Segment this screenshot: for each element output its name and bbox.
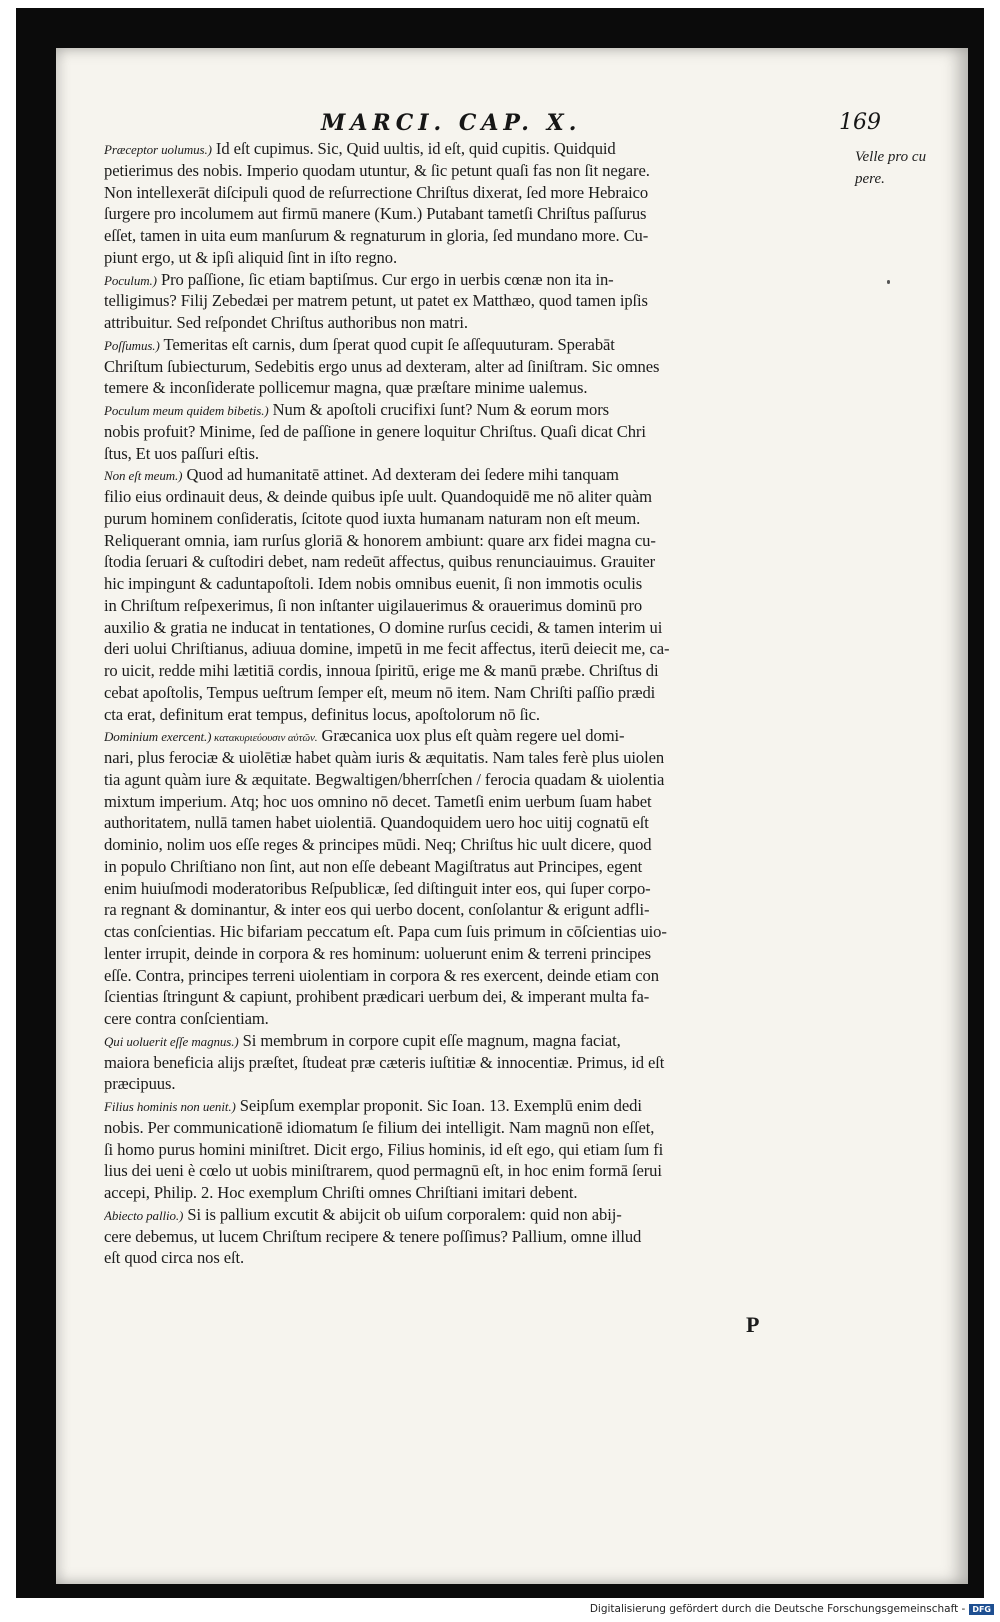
text-line bbox=[104, 1052, 846, 1074]
main-text bbox=[104, 138, 846, 1269]
text-line bbox=[104, 682, 846, 704]
text-line bbox=[104, 834, 846, 856]
line-text: lenter irrupit, deinde in corpora & res hominum: uoluerunt enim & terreni principes bbox=[104, 943, 651, 963]
text-line bbox=[104, 899, 846, 921]
text-line bbox=[104, 1117, 846, 1139]
text-line bbox=[104, 573, 846, 595]
running-title: MARCI. CAP. X. bbox=[321, 110, 582, 136]
text-line bbox=[104, 1160, 846, 1182]
line-text: purum hominem conſideratis, ſcitote quod iuxta humanam naturam non eſt meum. bbox=[104, 508, 641, 528]
text-line bbox=[104, 725, 846, 747]
line-text: nobis. Per communicationē idiomatum ſe filium dei intelligit. Nam magnū non eſſet, bbox=[104, 1117, 655, 1137]
text-line bbox=[104, 921, 846, 943]
text-line bbox=[104, 943, 846, 965]
line-text: accepi, Philip. 2. Hoc exemplum Chriſti omnes Chriſtiani imitari debent. bbox=[104, 1183, 578, 1202]
text-line bbox=[104, 1030, 846, 1052]
line-text: piunt ergo, ut & ipſi aliquid ſint in iſto regno. bbox=[104, 247, 398, 267]
text-line bbox=[104, 334, 846, 356]
text-line bbox=[104, 464, 846, 486]
line-text: maiora beneficia alijs præſtet, ſtudeat præ cæteris iuſtitiæ & innocentiæ. Primus, id eſt bbox=[104, 1052, 665, 1072]
text-line bbox=[104, 1095, 846, 1117]
text-line bbox=[104, 986, 846, 1008]
text-line bbox=[104, 377, 846, 399]
text-line bbox=[104, 399, 846, 421]
text-line bbox=[104, 791, 846, 813]
text-line bbox=[104, 530, 846, 552]
line-text: ſi homo purus homini miniſtret. Dicit ergo, Filius hominis, id eſt ego, qui etiam ſum fi bbox=[104, 1139, 664, 1159]
line-text: nobis profuit? Minime, ſed de paſſione in genere loquitur Chriſtus. Quaſi dicat Chri bbox=[104, 421, 646, 441]
line-text: ſcientias ſtringunt & capiunt, prohibent prædicari uerbum dei, & imperant multa fa- bbox=[104, 987, 650, 1007]
line-text: Id eſt cupimus. Sic, Quid uultis, id eſt, quid cupitis. Quidquid bbox=[211, 139, 616, 158]
text-line bbox=[104, 1226, 846, 1248]
line-text: Seipſum exemplar proponit. Sic Ioan. 13. Exemplū enim dedi bbox=[235, 1096, 642, 1115]
text-line bbox=[104, 356, 846, 378]
text-line bbox=[104, 312, 846, 334]
line-text: filio eius ordinauit deus, & deinde quibus ipſe uult. Quandoquidē me nō aliter quàm bbox=[104, 487, 652, 506]
line-text: Quod ad humanitatē attinet. Ad dexteram dei ſedere mihi tanquam bbox=[182, 465, 619, 485]
text-line bbox=[104, 638, 846, 660]
line-text: ro uicit, redde mihi lætitiā cordis, innoua ſpiritū, erige me & manū præbe. Chriſtus di bbox=[104, 661, 659, 680]
text-line bbox=[104, 747, 846, 769]
line-text: ſtodia ſeruari & cuſtodiri debet, nam redeūt affectus, quibus renunciauimus. Grauiter bbox=[104, 552, 656, 572]
line-text: ſtus, Et uos paſſuri eſtis. bbox=[104, 443, 259, 463]
line-text: hic impingunt & caduntapoſtoli. Idem nobis omnibus euenit, ſi non immotis oculis bbox=[104, 574, 643, 593]
line-text: enim huiuſmodi moderatoribus Reſpublicæ, ſed diſtinguit inter eos, qui ſuper corpo- bbox=[104, 878, 651, 898]
text-line bbox=[104, 856, 846, 878]
text-line bbox=[104, 660, 846, 682]
text-line bbox=[104, 1073, 846, 1095]
greek-term: κατακυριεύουσιν αὐτῶν. bbox=[211, 732, 318, 745]
lemma-heading: Filius hominis non uenit.) bbox=[104, 1099, 236, 1114]
text-line bbox=[104, 878, 846, 900]
text-line bbox=[104, 1182, 846, 1204]
text-line bbox=[104, 182, 846, 204]
line-text: Si membrum in corpore cupit eſſe magnum, magna faciat, bbox=[238, 1030, 621, 1050]
text-line bbox=[104, 595, 846, 617]
text-line bbox=[104, 225, 846, 247]
line-text: mixtum imperium. Atq; hoc uos omnino nō decet. Tametſi enim uerbum ſuam habet bbox=[104, 791, 652, 811]
line-text: cere debemus, ut lucem Chriſtum recipere & tenere poſſimus? Pallium, omne illud bbox=[104, 1226, 642, 1246]
line-text: nari, plus ferociæ & uiolētiæ habet quàm iuris & æquitatis. Nam tales ferè plus uiolen bbox=[104, 748, 665, 767]
lemma-heading: Abiecto pallio.) bbox=[104, 1207, 184, 1223]
line-text: lius dei ueni è cœlo ut uobis miniſtrarem, quod permagnū eſt, in hoc enim formā ſerui bbox=[104, 1161, 662, 1181]
text-line bbox=[104, 508, 846, 530]
line-text: Reliquerant omnia, iam rurſus gloriā & honorem ambiunt: quare arx fidei magna cu- bbox=[104, 530, 656, 550]
line-text: ſurgere pro incolumem aut firmū manere (Kum.) Putabant tametſi Chriſtus paſſurus bbox=[104, 204, 647, 224]
lemma-heading: Poſſumus.) bbox=[104, 337, 160, 353]
ink-speck bbox=[887, 280, 890, 284]
text-line bbox=[104, 138, 846, 160]
line-text: in Chriſtum reſpexerimus, ſi non inſtanter uigilauerimus & orauerimus dominū pro bbox=[104, 595, 643, 615]
text-line bbox=[104, 160, 846, 182]
digitization-footer bbox=[590, 1601, 994, 1617]
text-line bbox=[104, 290, 846, 312]
text-line bbox=[104, 421, 846, 443]
line-text: ctas conſcientias. Hic bifariam peccatum eſt. Papa cum ſuis primum in cōſcientias uio- bbox=[104, 922, 667, 941]
margin-note: Velle pro cu pere. bbox=[855, 149, 927, 187]
line-text: eſt quod circa nos eſt. bbox=[104, 1248, 245, 1268]
lemma-heading: Dominium exercent.) bbox=[104, 729, 212, 745]
text-line bbox=[104, 617, 846, 639]
line-text: temere & inconſiderate pollicemur magna, quæ præſtare minime ualemus. bbox=[104, 378, 588, 398]
signature-mark: P bbox=[746, 1312, 760, 1337]
line-text: Pro paſſione, ſic etiam baptiſmus. Cur ergo in uerbis cœnæ non ita in- bbox=[156, 269, 614, 289]
text-line bbox=[104, 704, 846, 726]
line-text: eſſet, tamen in uita eum manſurum & regnaturum in gloria, ſed mundano more. Cu- bbox=[104, 226, 649, 245]
line-text: attribuitur. Sed reſpondet Chriſtus authoribus non matri. bbox=[104, 313, 468, 332]
line-text: cere contra conſcientiam. bbox=[104, 1009, 269, 1028]
lemma-heading: Qui uoluerit eſſe magnus.) bbox=[104, 1033, 239, 1049]
lemma-heading: Poculum meum quidem bibetis.) bbox=[104, 403, 269, 418]
line-text: Num & apoſtoli crucifixi ſunt? Num & eorum mors bbox=[268, 400, 610, 419]
funding-credit: Digitalisierung gefördert durch die Deutsche Forschungsgemeinschaft - bbox=[589, 1603, 966, 1615]
scanned-page-image bbox=[16, 8, 984, 1598]
line-text: Græcanica uox plus eſt quàm regere uel domi- bbox=[317, 726, 625, 746]
line-text: auxilio & gratia ne inducat in tentationes, O domine rurſus cecidi, & tamen interim ui bbox=[104, 617, 663, 637]
text-line bbox=[104, 1139, 846, 1161]
lemma-heading: Poculum.) bbox=[104, 272, 157, 288]
line-text: Chriſtum ſubiecturum, Sedebitis ergo unus ad dexteram, alter ad ſiniſtram. Sic omnes bbox=[104, 356, 660, 376]
text-line bbox=[104, 812, 846, 834]
line-text: deri uolui Chriſtianus, adiuua domine, impetū in me fecit affectus, iterū deiecit me, ca- bbox=[104, 639, 670, 659]
line-text: præcipuus. bbox=[104, 1074, 176, 1094]
line-text: petierimus des nobis. Imperio quodam utuntur, & ſic petunt quaſi fas non ſit negare. bbox=[104, 160, 650, 180]
text-line bbox=[104, 1008, 846, 1030]
page-paper bbox=[56, 48, 968, 1584]
line-text: dominio, nolim uos eſſe reges & principes mūdi. Neq; Chriſtus hic uult dicere, quod bbox=[104, 835, 652, 854]
line-text: ra regnant & dominantur, & inter eos qui uerbo docent, conſolantur & erigunt adfli- bbox=[104, 900, 650, 920]
line-text: telligimus? Filij Zebedæi per matrem petunt, ut patet ex Matthæo, quod tamen ipſis bbox=[104, 291, 648, 311]
line-text: in populo Chriſtiano non ſint, aut non eſſe debeant Magiſtratus aut Principes, egent bbox=[104, 856, 643, 876]
line-text: authoritatem, nullā tamen habet uiolentiā. Quandoquidem uero hoc uitij cognatū eſt bbox=[104, 813, 649, 833]
dfg-logo: DFG bbox=[969, 1604, 994, 1615]
text-line bbox=[104, 1247, 846, 1269]
text-line bbox=[104, 769, 846, 791]
text-line bbox=[104, 203, 846, 225]
line-text: cebat apoſtolis, Tempus ueſtrum ſemper eſt, meum nō item. Nam Chriſti paſſio prædi bbox=[104, 682, 656, 702]
page-number: 169 bbox=[839, 110, 881, 135]
text-line bbox=[104, 1204, 846, 1226]
lemma-heading: Præceptor uolumus.) bbox=[104, 142, 212, 157]
line-text: Non intellexerāt diſcipuli quod de reſurrectione Chriſtus dixerat, ſed more Hebraico bbox=[104, 182, 649, 202]
line-text: Si is pallium excutit & abijcit ob uiſum corporalem: quid non abij- bbox=[183, 1204, 622, 1224]
line-text: Temeritas eſt carnis, dum ſperat quod cupit ſe aſſequuturam. Sperabāt bbox=[159, 334, 615, 354]
text-line bbox=[104, 551, 846, 573]
text-line bbox=[104, 247, 846, 269]
line-text: tia agunt quàm iure & æquitate. Begwaltigen/bherrſchen / ferocia quadam & uiolentia bbox=[104, 769, 665, 789]
text-line bbox=[104, 486, 846, 508]
text-line bbox=[104, 965, 846, 987]
lemma-heading: Non eſt meum.) bbox=[104, 468, 183, 484]
text-line bbox=[104, 269, 846, 291]
text-line bbox=[104, 443, 846, 465]
line-text: eſſe. Contra, principes terreni uiolentiam in corpora & res exercent, deinde etiam con bbox=[104, 965, 659, 985]
line-text: cta erat, definitum erat tempus, definitus locus, apoſtolorum nō ſic. bbox=[104, 704, 540, 724]
